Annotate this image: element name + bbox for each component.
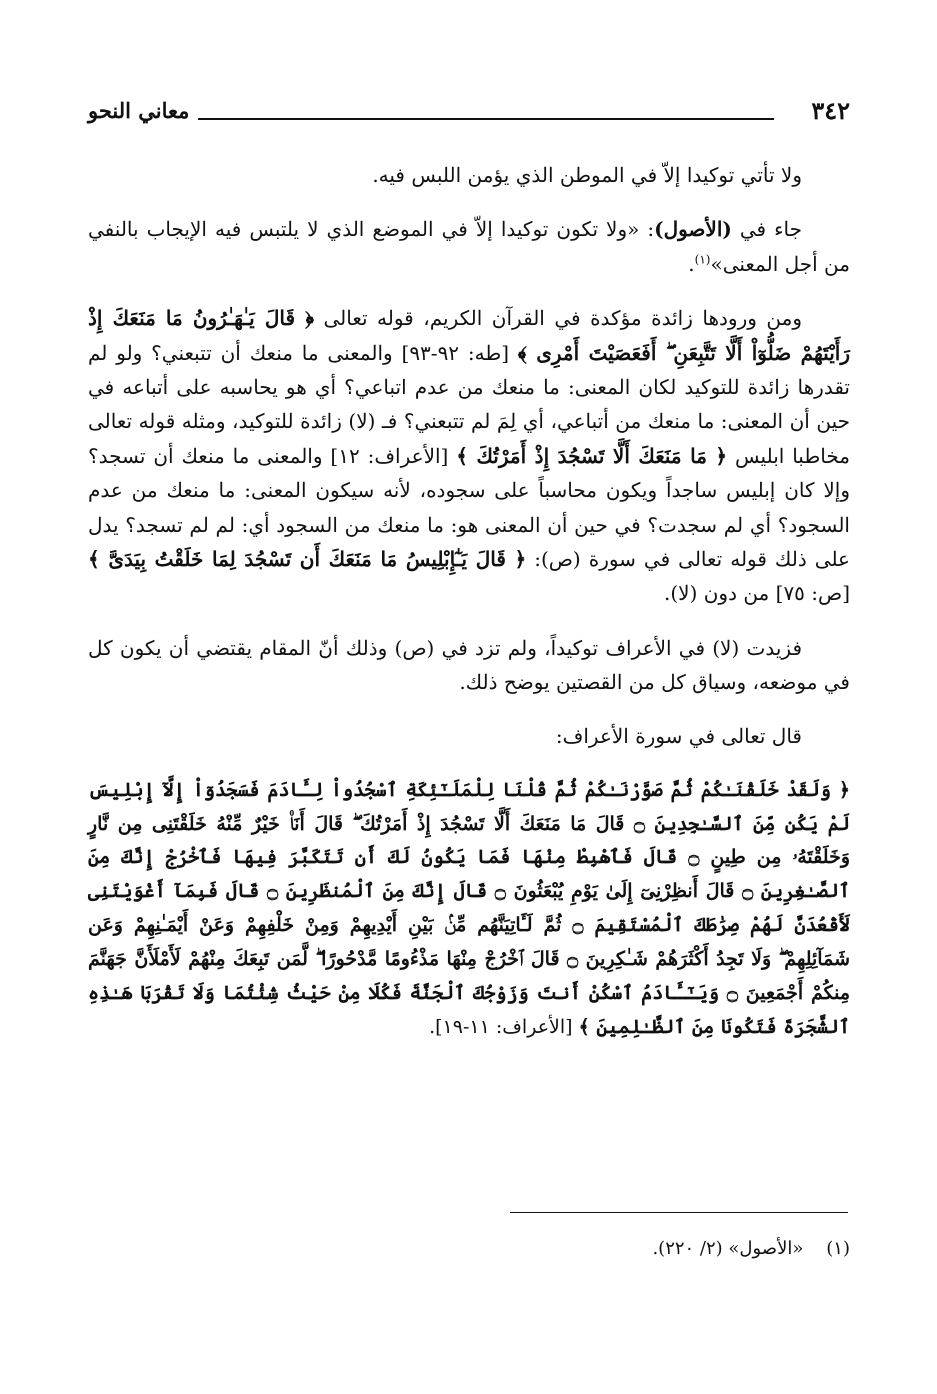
- footnote-ref-1[interactable]: (١): [694, 252, 711, 267]
- verse-block: [88, 774, 850, 1045]
- book-title: معاني النحو: [88, 98, 190, 123]
- paragraph-4: فزيدت (لا) في الأعراف توكيداً، ولم تزد في (ص) وذلك أنّ المقام يقتضي أن يكون كل في موضعه، وسياق كل من القصتين يوضح ذلك.: [88, 635, 850, 695]
- header-rule: [198, 118, 774, 120]
- footnote: [88, 1238, 850, 1259]
- paragraph-3: [88, 301, 850, 611]
- paragraph-2: [88, 212, 850, 281]
- p2-lead: جاء في: [739, 217, 802, 242]
- page-number: ٣٤٢: [811, 96, 850, 125]
- p3-ref-2: [الأعراف: ١٢] والمعنى ما منعك أن تسجد؟ وإلا كان إبليس ساجداً ويكون محاسباً على سجوده، لأنه سيكون المعنى: ما منعك من عدم السجود؟ أي لم سجدت؟ في حين أن المعنى هو: ما منعك من السجود أي: لم لم تسجد؟ يدل على ذلك قوله تعالى في سورة (ص):: [88, 443, 850, 571]
- p3-ref-1: [طه: ٩٢-٩٣] والمعنى ما منعك أن تتبعني؟ ولو لم تقدرها زائدة للتوكيد لكان المعنى: ما منعك من عدم اتباعي؟ أي هو يحاسبه على أتباعه في حين أن المعنى: ما منعك من أتباعي، أي لِمَ لم تتبعني؟ فـ (لا) زائدة للتوكيد، ومثله قوله تعالى مخاطبا ابليس: [88, 340, 851, 468]
- page-header: [88, 96, 850, 136]
- footnote-number: (١): [826, 1238, 850, 1259]
- footnote-divider: [510, 1212, 848, 1213]
- quran-verse-araf-12: ﴿ مَا مَنَعَكَ أَلَّا تَسْجُدَ إِذْ أَمَرْتُكَ ﴾: [456, 443, 728, 468]
- p2-quote: : «ولا تكون توكيدا إلاّ في الموضع الذي لا يلتبس فيه الإيجاب بالنفي من أجل المعنى»: [88, 217, 850, 276]
- body-text: [88, 158, 850, 1064]
- p2-end: .: [688, 251, 695, 276]
- p3-ref-3: [ص: ٧٥] من دون (لا).: [664, 581, 850, 606]
- footnote-text: «الأصول» (٢/ ٢٢٠).: [652, 1238, 804, 1259]
- paragraph-5: قال تعالى في سورة الأعراف:: [555, 724, 802, 749]
- paragraph-1: ولا تأتي توكيدا إلاّ في الموطن الذي يؤمن اللبس فيه.: [372, 163, 802, 187]
- quran-verse-taha: ﴿ قَالَ يَـٰهَـٰرُونُ مَا مَنَعَكَ إِذْ رَأَيْتَهُمْ ضَلُّوٓاْ أَلَّا تَتَّبِعَنِ ۖ أَفَعَصَيْتَ أَمْرِى ﴾: [88, 306, 850, 365]
- verse-block-text: ﴿ وَلَقَدْ خَلَقْنَـٰكُمْ ثُمَّ صَوَّرْنَـٰكُمْ ثُمَّ قُلْنَا لِلْمَلَـٰٓئِكَةِ ٱسْجُدُواْ لِـَٔادَمَ فَسَجَدُوٓاْ إِلَّآ إِبْلِيسَ لَمْ يَكُن مِّنَ ٱلسَّـٰجِدِينَ ۝ قَالَ مَا مَنَعَكَ أَلَّا تَسْجُدَ إِذْ أَمَرْتُكَ ۖ قَالَ أَنَا۠ خَيْرٌ مِّنْهُ خَلَقْتَنِى مِن نَّارٍ وَخَلَقْتَهُۥ مِن طِينٍ ۝ قَالَ فَٱهْبِطْ مِنْهَا فَمَا يَكُونُ لَكَ أَن تَتَكَبَّرَ فِيهَا فَٱخْرُجْ إِنَّكَ مِنَ ٱلصَّـٰغِرِينَ ۝ قَالَ أَنظِرْنِىٓ إِلَىٰ يَوْمِ يُبْعَثُونَ ۝ قَالَ إِنَّكَ مِنَ ٱلْمُنظَرِينَ ۝ قَالَ فَبِمَآ أَغْوَيْتَنِى لَأَقْعُدَنَّ لَهُمْ صِرَٰطَكَ ٱلْمُسْتَقِيمَ ۝ ثُمَّ لَـَٔاتِيَنَّهُم مِّنۢ بَيْنِ أَيْدِيهِمْ وَمِنْ خَلْفِهِمْ وَعَنْ أَيْمَـٰنِهِمْ وَعَن شَمَآئِلِهِمْ ۖ وَلَا تَجِدُ أَكْثَرَهُمْ شَـٰكِرِينَ ۝ قَالَ ٱخْرُجْ مِنْهَا مَذْءُومًا مَّدْحُورًا ۖ لَّمَن تَبِعَكَ مِنْهُمْ لَأَمْلَأَنَّ جَهَنَّمَ مِنكُمْ أَجْمَعِينَ ۝ وَيَـٰٓـَٔادَمُ ٱسْكُنْ أَنتَ وَزَوْجُكَ ٱلْجَنَّةَ فَكُلَا مِنْ حَيْثُ شِئْتُمَا وَلَا تَقْرَبَا هَـٰذِهِ ٱلشَّجَرَةَ فَتَكُونَا مِنَ ٱلظَّـٰلِمِينَ ﴾: [88, 778, 851, 1038]
- quran-verse-sad-75: ﴿ قَالَ يَـٰٓإِبْلِيسُ مَا مَنَعَكَ أَن تَسْجُدَ لِمَا خَلَقْتُ بِيَدَىَّ ﴾: [88, 546, 527, 571]
- verse-block-ref: [الأعراف: ١١-١٩].: [429, 1015, 573, 1038]
- p2-source: (الأصول): [654, 217, 732, 242]
- p3-intro: ومن ورودها زائدة مؤكدة في القرآن الكريم، قوله تعالى: [323, 306, 802, 331]
